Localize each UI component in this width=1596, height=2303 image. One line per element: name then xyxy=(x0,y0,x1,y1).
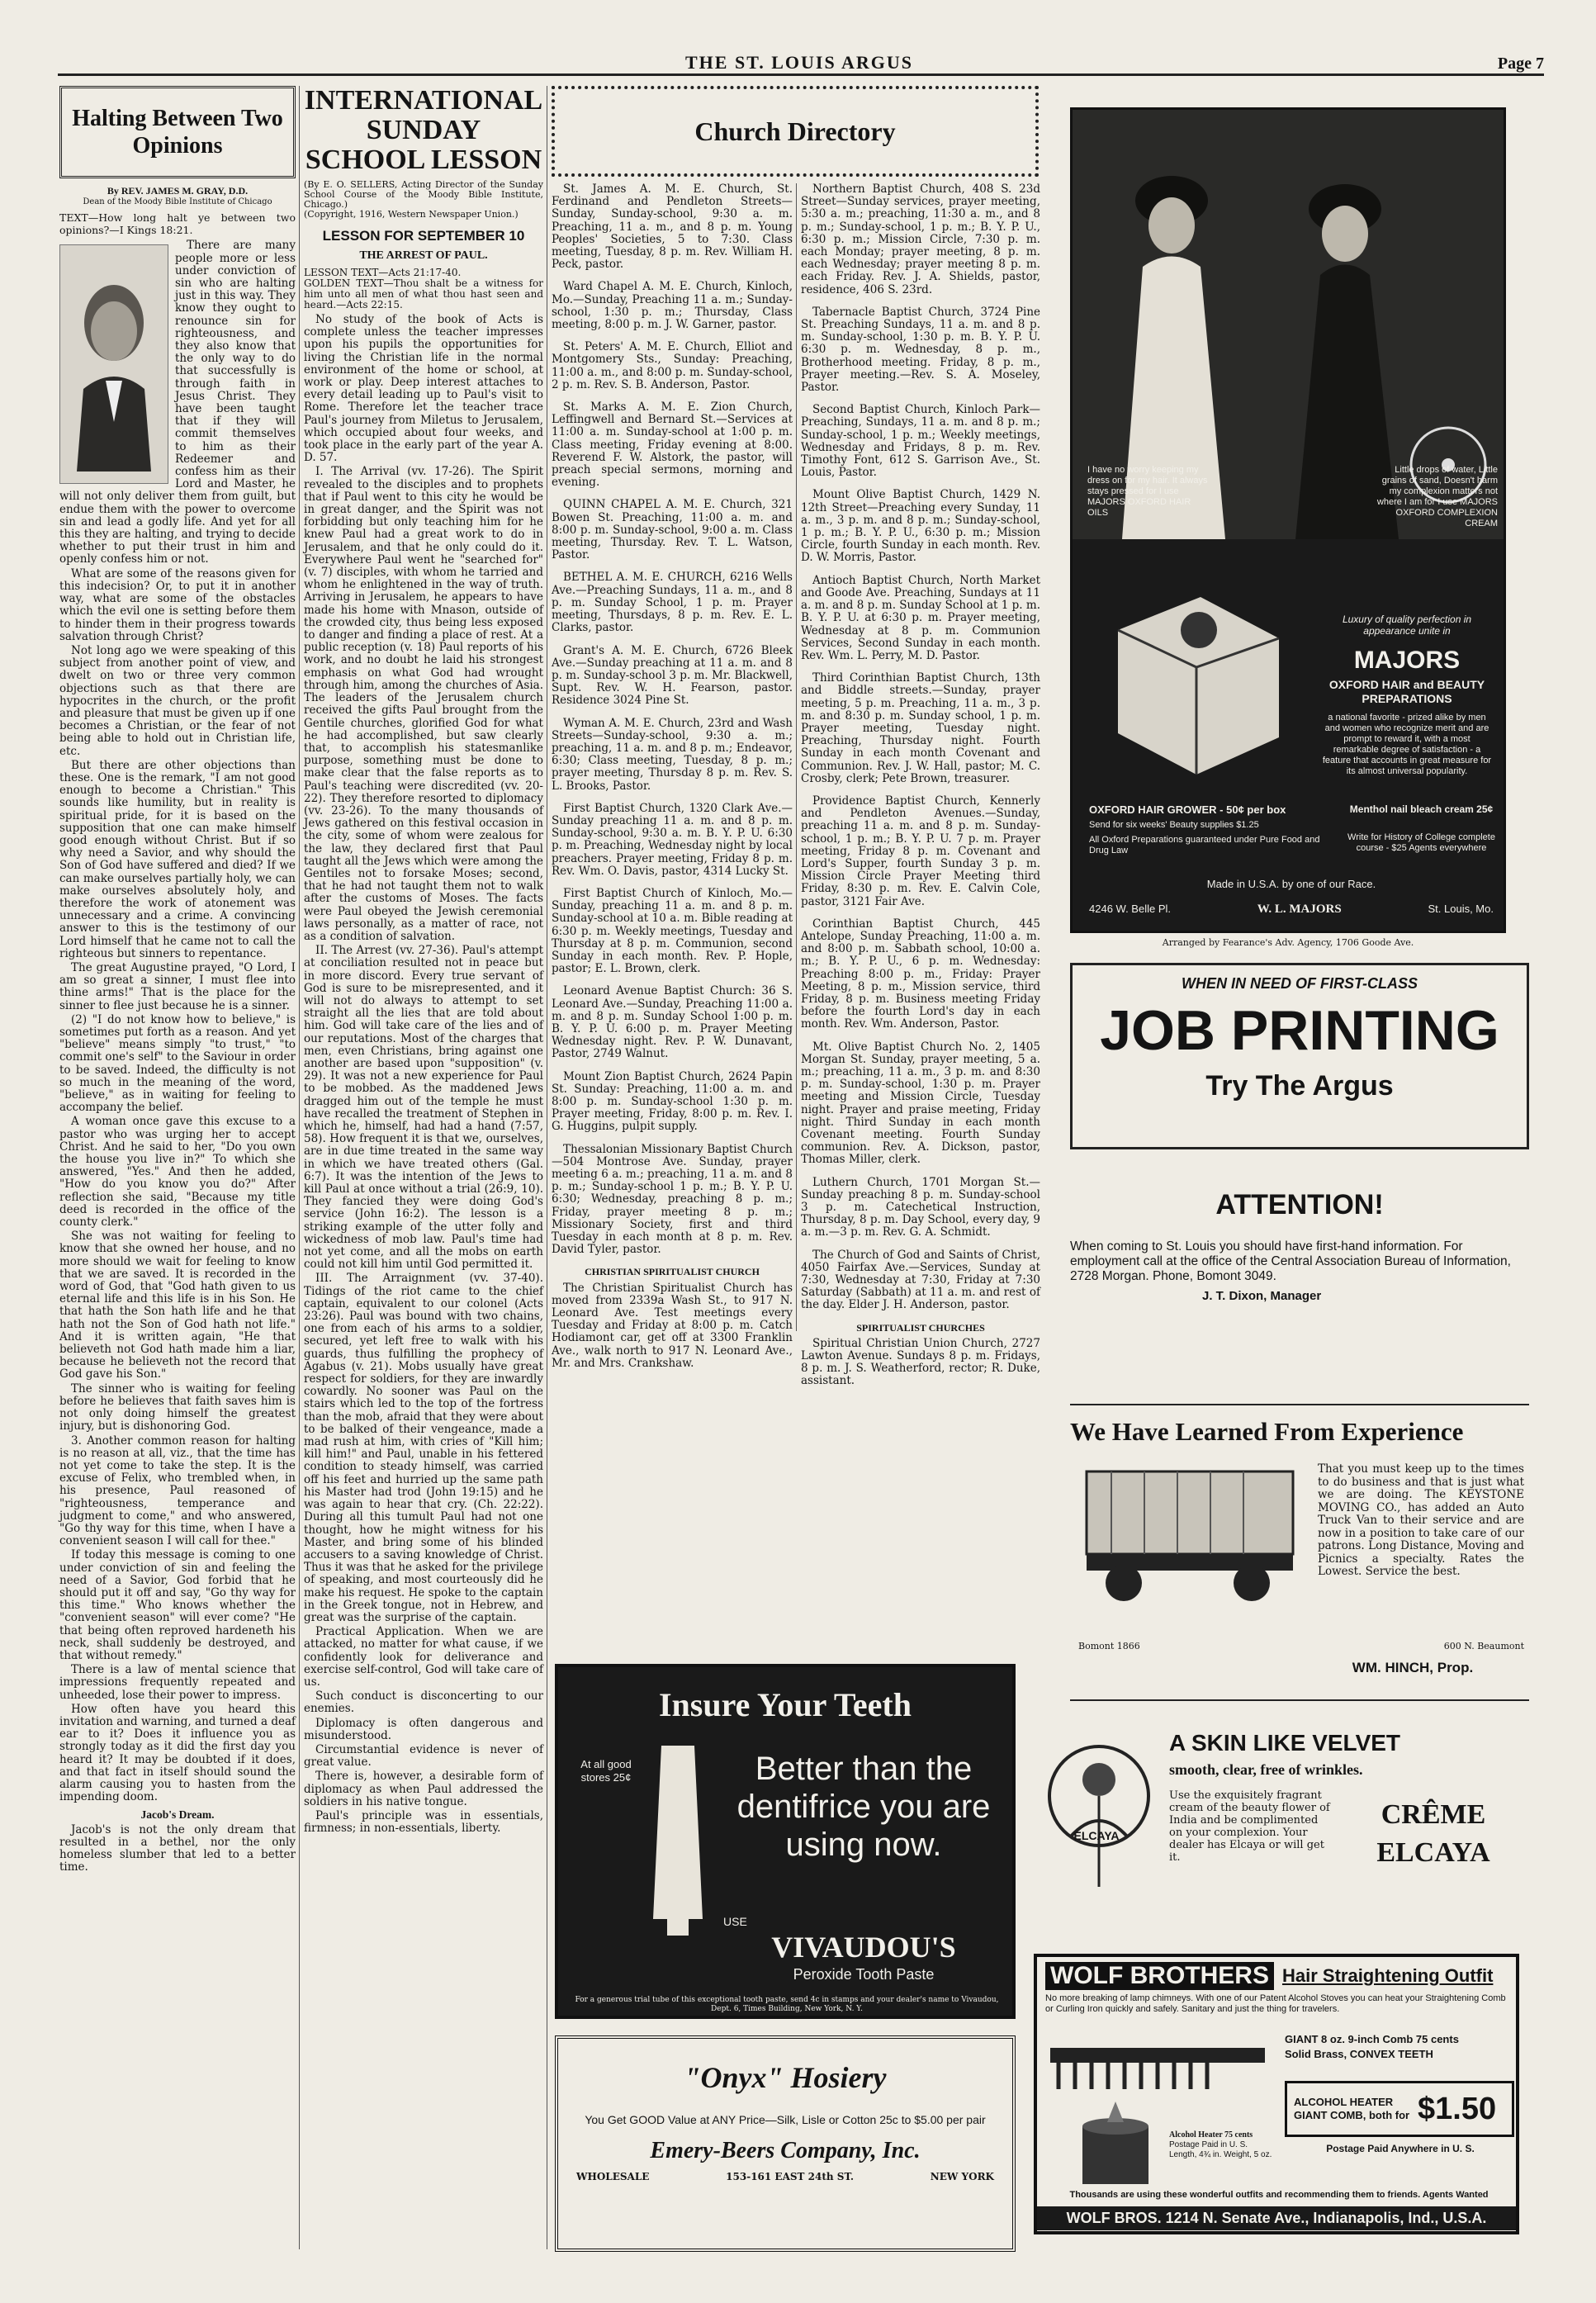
column-divider xyxy=(299,86,300,2249)
masthead: THE ST. LOUIS ARGUS xyxy=(685,52,914,73)
wolf-ad xyxy=(1034,1954,1519,2234)
sermon-para: Not long ago we were speaking of this subject from another point of view, and dwelt on two or three very common objections such as that there are hypocrites in the church, or the profit and pleasure that must be given up if one becomes a Christian, or the fear of not being able to hold out in Christian life, etc. xyxy=(59,643,296,758)
experience-phone: Bomont 1866 xyxy=(1078,1641,1140,1651)
column-divider xyxy=(796,183,797,1331)
lesson-subheading: THE ARREST OF PAUL. xyxy=(359,249,488,262)
lesson-para: Diplomacy is often dangerous and misunderstood. xyxy=(304,1716,543,1742)
church-listing: St. Peters' A. M. E. Church, Elliot and Montgomery Sts., Sunday: Preaching, 11:00 a. m., and 8:00 p. m. Sunday-school, 2 p. m. Rev. S. B. Anderson, Pastor. xyxy=(552,340,793,391)
wolf-alc-size: Length, 4¾ in. Weight, 5 oz. xyxy=(1169,2150,1272,2159)
sermon-para: But there are other objections than these. One is the remark, "I am not good enough to become a Christian." This sounds like humility, but in reality is spiritual pride, for it is based on the supposition that one can make himself good enough without Christ. But if so why need a Savior, and why should the Son of God have suffered and died? If we can make ourselves partially holy, we can make ourselves absolutely holy, and therefore the work of atonement was unnecessary and a crime. A convincing answer to this is the testimony of our Lord himself that he came not to call the righteous but sinners to repentance. xyxy=(59,758,296,960)
wolf-price-label xyxy=(1287,2096,1418,2122)
majors-ad xyxy=(1070,107,1506,933)
product-box-icon xyxy=(1101,572,1291,779)
church-listing: Mount Olive Baptist Church, 1429 N. 12th Street—Preaching every Sunday, 11 a. m., 3 p. m. and 8 p. m.; Sunday-school, 1 p. m.; B. Y. P. U., 6:30 p. m.; Mission Circle, fourth Sunday in each month. Rev. D. W. Morris, Pastor. xyxy=(801,488,1040,565)
toothpaste-tube-icon xyxy=(649,1746,707,1936)
church-listing: BETHEL A. M. E. CHURCH, 6216 Wells Ave.—Preaching Sundays, 11 a. m., and 8 p. m. Sunday School, 1 p. m. Prayer meeting, Thursdays, 8 p. m. Rev. E. L. Clarks, pastor. xyxy=(552,571,793,635)
velvet-body: Use the exquisitely fragrant cream of the beauty flower of India and be complimented on your complexion. Your dealer has Elcaya or will get it. xyxy=(1169,1789,1330,1864)
job-need: WHEN IN NEED OF FIRST-CLASS xyxy=(1181,975,1418,992)
church-listing: Mt. Olive Baptist Church No. 2, 1405 Morgan St. Sunday, prayer meeting, 5 a. m.; preaching, 11 a. m., 3 p. m. and 8:30 p. m. Sunday-school, 1:30 p. m. Prayer meeting and Mission Circle, Tuesday night. Prayer and praise meeting, Friday night. Third Sunday in each month Covenant meeting. Fourth Sunday communion. Rev. A. Dickson, pastor, Thomas Miller, clerk. xyxy=(801,1040,1040,1167)
sermon-para: If today this message is coming to one under conviction of sin and feeling the need of a Savior, God forbid that he should put it off and say, "Go thy way for this time." Who knows whether the "convenient season" will ever come? "He that being often reproved hardeneth his neck, shall suddenly be destroyed, and that without remedy." xyxy=(59,1548,296,1662)
onyx-city: NEW YORK xyxy=(930,2171,994,2182)
wolf-line1: No more breaking of lamp chimneys. With one of our Patent Alcohol Stoves you can heat your Straightening Comb or Curling Iron quickly and safely. Sanitary and just the thing for travelers. xyxy=(1045,1993,1506,2014)
comb-icon xyxy=(1050,2031,1265,2097)
sermon-para: (2) "I do not know how to believe," is sometimes put forth as a reason. And yet "believe" means simply "to trust," "to commit one's self" to the Saviour in order to be saved. Indeed, the difficulty is not so much in the meaning of the word, "believe," as in waiting for feeling to accompany the belief. xyxy=(59,1012,296,1115)
church-listing: The Christian Spiritualist Church has moved from 2339a Wash St., to 917 N. Leonard Ave. Test meetings every Tuesday and Friday at 8:00 p. m. Catch Hodiamont car, get off at 3300 Franklin Ave., walk north to 917 N. Leonard Ave., Mr. and Mrs. Crankshaw. xyxy=(552,1281,793,1370)
sermon-column xyxy=(59,86,296,2249)
experience-ad xyxy=(1070,1404,1529,1701)
onyx-wholesale: WHOLESALE xyxy=(576,2171,650,2182)
sermon-text: TEXT—How long halt ye between two opinions?—I Kings 18:21. xyxy=(59,211,296,237)
sermon-para: The sinner who is waiting for feeling before he believes that faith saves him is not only doing himself the greatest injury, but is dishonoring God. xyxy=(59,1381,296,1433)
majors-description: a national favorite - prized alike by men and women who recognize merit and are prompt to reward it, with a most remarkable degree of satisfaction - a feature that accounts in great measure for its almost universal popularity. xyxy=(1322,713,1492,776)
majors-right-caption: Little drops of water, Little grains of sand, Doesn't harm my complexion matters not where I am for I use MAJORS OXFORD COMPLEXION CREAM xyxy=(1376,465,1498,528)
wolf-heater: ALCOHOL HEATER xyxy=(1294,2096,1394,2108)
teeth-ad xyxy=(555,1664,1016,2019)
sermon-para: She was not waiting for feeling to know that she owned her house, and no more should we wait for feeling to know that we are saved. It is recorded in the word of God, that "God hath given to us eternal life and this life is in his Son. He that hath the Son hath life and he that hath not the Son of God hath not life." And it is written again, "He that believeth not God hath made him a liar, because he believeth not the record that God gave his Son." xyxy=(59,1230,296,1381)
sermon-para: There is a law of mental science that impressions frequently repeated and unheeded, lose their power to impress. xyxy=(59,1663,296,1702)
directory-col-2 xyxy=(801,182,1040,1388)
church-listing: Corinthian Baptist Church, 445 Antelope, Sunday Preaching, 11:00 a. m. and 8:00 p. m. Sabbath school, 10:00 a. m.; B. Y. P. U., 6 p. m. Wednesday: Preaching 8:00 p. m., Friday: Prayer Meeting, 8 p. m., Mission service, third Friday, 8 p. m. Business meeting Friday before the fourth Lord's day in each month. Rev. Wm. Anderson, Pastor. xyxy=(801,917,1040,1031)
page-header xyxy=(58,51,1544,76)
lesson-body xyxy=(304,314,543,2147)
church-listing: Grant's A. M. E. Church, 6726 Bleek Ave.—Sunday preaching at 11 a. m. and 8 p. m. Sunday-school 3 p. m. Mr. Blackwell, Supt. Rev. W. H. Fearson, pastor. Residence 3024 Pine St. xyxy=(552,643,793,708)
page-number: Page 7 xyxy=(1497,54,1544,73)
directory-subhead: SPIRITUALIST CHURCHES xyxy=(856,1321,985,1334)
lesson-para: III. The Arraignment (vv. 37-40). Tidings of the riot came to the chief captain, equivalent to our colonel (Acts 23:26). Paul was bound with two chains, one from each of his arms to a soldier, secured, yet left free to walk with his guards, thus fulfilling the prophecy of Agabus (v. 21). Mobs usually have great respect for soldiers, for they are inwardly cowardly. No sooner was Paul on the stairs which led to the top of the fortress than the mob, afraid that they were about to be balked of their vengeance, made a mad rush at him, with cries of "Kill him; kill him!" and Paul, unable in his fettered condition to steady himself, was carried off his feet and hurried up the same path his Master had trod (John 19:15) and he was again to hear that cry. (Ch. 22:22). During all this tumult Paul had not one thought, how he might witness for his Master, and bring some of his blinded accusers to a saving knowledge of Christ. Thus it was that he asked for the privilege of speaking, and most courteously did he make his request. He spoke to the captain in the Greek tongue, not in Hebrew, and great was the surprise of the captain. xyxy=(304,1272,543,1624)
portrait-figure-icon xyxy=(69,257,159,471)
church-listing: Thessalonian Missionary Baptist Church—504 Montrose Ave. Sunday, prayer meeting 6 a. m.; preaching, 11 a. m. and 8 p. m.; Sunday-school 1 p. m.; B. Y. P. U. 6:30; Wednesday, preaching 8 p. m.; Friday, prayer meeting 8 p. m.; Missionary Society, first and third Tuesday in each month at 8 p. m. Rev. David Tyler, pastor. xyxy=(552,1142,793,1257)
church-listing: Second Baptist Church, Kinloch Park—Preaching, Sundays, 11 a. m. and 8 p. m.; Sunday-school, 1 p. m.; Weekly meetings, Wednesday and Fridays, 8 p. m. Rev. Timothy Font, 612 S. Garrison Ave., St. Louis, Pastor. xyxy=(801,403,1040,480)
teeth-head: Insure Your Teeth xyxy=(658,1686,912,1723)
velvet-brand2: ELCAYA xyxy=(1376,1837,1490,1868)
onyx-brand: "Onyx" Hosiery xyxy=(684,2061,887,2094)
wolf-comb: GIANT 8 oz. 9-inch Comb 75 cents xyxy=(1285,2033,1459,2045)
directory-col-1 xyxy=(552,182,793,1370)
majors-menthol: Menthol nail bleach cream 25¢ xyxy=(1349,803,1494,815)
teeth-sub: Peroxide Tooth Paste xyxy=(793,1966,935,1983)
experience-prop: WM. HINCH, Prop. xyxy=(1352,1660,1474,1675)
job-big: JOB PRINTING xyxy=(1100,999,1499,1062)
lesson-para: No study of the book of Acts is complete unless the teacher impresses upon his pupils the opportunities for living the Christian life in the normal environment of the home or school, at work or play. Deep interest attaches to every detail leading up to Paul's visit to Rome. Therefore let the teacher trace Paul's journey from Miletus to Jerusalem, which occupied about four weeks, and took place in the early part of the year A. D. 57. xyxy=(304,313,543,465)
church-listing: Leonard Avenue Baptist Church: 36 S. Leonard Ave.—Sunday, Preaching 11:00 a. m. and 8 p. m. Sunday School 1:00 p. m. B. Y. P. U. 6:00 p. m. Prayer Meeting Wednesday night. Rev. P. W. Dunavant, Pastor, 2749 Walnut. xyxy=(552,984,793,1061)
lesson-para: Paul's principle was in essentials, firmness; in non-essentials, liberty. xyxy=(304,1808,543,1836)
directory-title: Church Directory xyxy=(694,116,896,146)
attention-sign: J. T. Dixon, Manager xyxy=(1202,1289,1322,1303)
lesson-para: Such conduct is disconcerting to our enemies. xyxy=(304,1689,543,1716)
lesson-column xyxy=(304,86,543,2249)
church-listing: Ward Chapel A. M. E. Church, Kinloch, Mo.—Sunday, Preaching 11 a. m.; Sunday-school, 1:30 p. m.; Thursday, Class meeting, 8:00 p. m. J. W. Garner, pastor. xyxy=(552,280,793,332)
majors-grower: OXFORD HAIR GROWER - 50¢ per box xyxy=(1089,803,1286,816)
wolf-alc-postage: Postage Paid in U. S. xyxy=(1169,2140,1248,2149)
sermon-para: How often have you heard this invitation and warning, and turned a deaf ear to it? Does it influence you as strongly today as it did the first day you heard it? It may be doubted if it does, and that fact in itself should sound the alarm causing you to hasten from the impending doom. xyxy=(59,1702,296,1804)
onyx-address: 153-161 EAST 24th ST. xyxy=(726,2171,855,2182)
sermon-title: Halting Between Two Opinions xyxy=(72,106,283,159)
wolf-postage: Postage Paid Anywhere in U. S. xyxy=(1326,2143,1475,2154)
sermon-byline: By REV. JAMES M. GRAY, D.D. xyxy=(107,185,249,197)
experience-body: That you must keep up to the times to do business and that is just what we are doing. The KEYSTONE MOVING CO., has added an Auto Truck Van to their service and are now in a position to take care of our patrons. Long Distance, Moving and Picnics a specialty. Rates the Lowest. Service the best. xyxy=(1318,1462,1524,1578)
majors-brand: MAJORS xyxy=(1353,647,1461,674)
majors-left-caption: I have no worry keeping my dress on for my hair. It always stays pressed for I use MAJORS OXFORD HAIR OILS xyxy=(1087,465,1208,518)
church-listing: The Church of God and Saints of Christ, 4050 Fairfax Ave.—Services, Sunday at 7:30, Wednesday at 7:30, Friday at 7:30 Saturday (Sabbath) at 11 a. m. and rest of the day. Elder J. H. Anderson, pastor. xyxy=(801,1248,1040,1312)
elcaya-ad xyxy=(1037,1730,1531,1969)
golden-text: GOLDEN TEXT—Thou shalt be a witness for him unto all men of what thou hast seen and heard.—Acts 22:15. xyxy=(304,277,543,310)
wolf-head2: Hair Straightening Outfit xyxy=(1281,1965,1494,1986)
church-listing: Providence Baptist Church, Kennerly and Pendleton Avenues.—Sunday, preaching 11 a. m. and 8 p. m. Sunday-school, 1 p. m.; B. Y. P. U. 7 p. m. Prayer meeting, Friday 8 p. m. Covenant and Lord's Supper, fourth Sunday 3 p. m. Mission Circle Prayer Meeting third Friday, 8:30 p. m. Rev. E. Calvin Cole, pastor, 3121 Fair Ave. xyxy=(801,794,1040,908)
author-portrait xyxy=(59,244,168,484)
church-listing: Antioch Baptist Church, North Market and Goode Ave. Preaching, Sundays at 11 a. m. and 8 p. m. Sunday School at 1 p. m. B. Y. P. U. at 6:30 p. m. Prayer meeting, Wednesday at 8 p. m. Communion Services, Second Sunday in each month. Rev. Wm. L. Perry, M. D. Pastor. xyxy=(801,573,1040,662)
teeth-use: USE xyxy=(723,1915,747,1928)
elcaya-logo-text: ELCAYA xyxy=(1073,1829,1120,1842)
teeth-brand: VIVAUDOU'S xyxy=(771,1931,956,1964)
church-listing: Spiritual Christian Union Church, 2727 Lawton Avenue. Sundays 8 p. m. Fridays, 8 p. m. J. S. Weatherford, rector; R. Duke, assistant. xyxy=(801,1336,1040,1388)
onyx-company: Emery-Beers Company, Inc. xyxy=(650,2138,921,2163)
velvet-head: A SKIN LIKE VELVET xyxy=(1169,1730,1401,1756)
church-listing: Luthern Church, 1701 Morgan St.—Sunday preaching 8 p. m. Sunday-school 3 p. m. Catechetical Instruction, Thursday, 8 p. m. Day School, every day, 9 a. m.—3 p. m. Rev. G. A. Schmidt. xyxy=(801,1175,1040,1239)
lesson-para: II. The Arrest (vv. 27-36). Paul's attempt at conciliation resulted not in peace but in more discord. Every true servant of God is sure to be misrepresented, and it will not do always to attempt to set straight all the lies that are told about him. God will take care of the lies and of our reputations. Most of the charges that men, even Christians, bring against one another are based upon "supposition" (v. 29). It was not a new experience for Paul to be mobbed. As the maddened Jews dragged him out of the temple he must have recalled the treatment of Stephen in which he, himself, had had a hand (7:57, 58). How frequent it is that we, ourselves, are in due time treated in the same way in which we have treated others (Gal. 6:7). It was the intention of the Jews to kill Paul at once without a trial (26:9, 10). They fancied they were doing God's service (John 16:2). The lesson is a striking example of the utter folly and wickedness of mob law. Paul's time had not yet come, and all the mobs on earth could not kill him until God permitted it. xyxy=(304,944,543,1272)
sermon-closing: Jacob's is not the only dream that resulted in a bethel, nor the only homeless slumber that led to a better time. xyxy=(59,1822,296,1874)
church-listing: Tabernacle Baptist Church, 3724 Pine St. Preaching Sundays, 11 a. m. and 8 p. m. Sunday-school, 1:30 p. m. B. Y. P. U. 6:30 p. m. Wednesday, 8 p. m., Brotherhood meeting. Friday, 8 p. m., Prayer meeting.—Rev. S. A. Moseley, Pastor. xyxy=(801,305,1040,395)
sermon-para: The great Augustine prayed, "O Lord, I am so great a sinner, I must flee into thine arms!" That is the place for the sinner to flee just because he is a sinner. xyxy=(59,960,296,1012)
wolf-price-box xyxy=(1285,2081,1514,2137)
sermon-para: 3. Another common reason for halting is no reason at all, viz., that the time has not yet come to take the step. It is the excuse of Felix, who trembled when, in his presence, Paul reasoned of "righteousness, temperance and judgment to come," and who answered, "Go thy way for this time, when I have a convenient season I will call for thee." xyxy=(59,1433,296,1548)
experience-head: We Have Learned From Experience xyxy=(1070,1417,1464,1446)
sermon-byline-sub: Dean of the Moody Bible Institute of Chicago xyxy=(83,197,272,206)
wolf-giant: GIANT COMB, both for xyxy=(1294,2109,1410,2121)
velvet-brand1: CRÊME xyxy=(1381,1799,1486,1830)
majors-made: Made in U.S.A. by one of our Race. xyxy=(1206,878,1376,890)
church-listing: St. James A. M. E. Church, St. Ferdinand and Pendleton Streets—Sunday, Sunday-school, 9:30 a. m. Preaching, 11 a. m., and 8 p. m. Young Peoples' Societies, 5 to 7:30. Class meeting, Tuesday, 8 p. m. Rev. William H. Peck, pastor. xyxy=(552,182,793,272)
majors-brand-sub: OXFORD HAIR and BEAUTY PREPARATIONS xyxy=(1328,678,1485,705)
lesson-para: Circumstantial evidence is never of great value. xyxy=(304,1742,543,1770)
church-listing: First Baptist Church of Kinloch, Mo.—Sunday, preaching 11 a. m. and 8 p. m. Sunday-school at 10 a. m. Bible reading at 6:30 p. m. Weekly meetings, Tuesday and Thursday at 8 p. m. Communion, second Sunday in each month. Rev. P. Hople, pastor; E. L. Brown, clerk. xyxy=(552,886,793,976)
lesson-para: I. The Arrival (vv. 17-26). The Spirit revealed to the disciples and to prophets that if Paul went to this city he would be in great danger, and the Spirit was not forbidding but only teaching him for he knew Paul had a great work to do in Jerusalem, and that he only could do it. Everywhere Paul went he "searched for" (v. 7) disciples, with whom he tarried and whom he enlightened in the way of truth. Arriving in Jerusalem, he appears to have made his home with Mnason, outside of the crowded city, thus being less exposed to danger and finding a place of rest. At a public reception (v. 18) Paul reports of his work, and no doubt he laid his strongest emphasis on what God had wrought through him, among the churches of Asia. The leaders of the Jerusalem church received the gifts Paul brought from the Gentile churches, glorified God for what he had accomplished, but saw clearly that, to accomplish his statesmanlike purpose, something must be done to make clear that the false reports as to Paul's teaching were discredited (vv. 20-22). They therefore resorted to diplomacy (vv. 23-26). To the many thousands of Jews gathered on this festival occasion in the city, some of whom were zealous for the law, they declared first that Paul taught all the Jews which were among the Gentiles not to forsake Moses; second, that he had not taught them not to walk after the customs of Moses. The facts were Paul obeyed the Jewish ceremonial laws personally, as a matter of race, not as a condition of salvation. xyxy=(304,465,543,943)
majors-guarantee: All Oxford Preparations guaranteed under Pure Food and Drug Law xyxy=(1089,835,1320,855)
wolf-comb2: Solid Brass, CONVEX TEETH xyxy=(1285,2048,1433,2060)
attention-body: When coming to St. Louis you should have first-hand information. For employment call at the office of the Central Association Bureau of Information, 2728 Morgan. Phone, Bomont 3049. xyxy=(1070,1239,1511,1283)
wolf-header xyxy=(1037,1957,1516,1990)
onyx-footer xyxy=(558,2164,1012,2182)
onyx-ad xyxy=(555,2035,1016,2252)
wolf-head: WOLF BROTHERS xyxy=(1045,1962,1274,1990)
sermon-title-box xyxy=(59,86,296,178)
church-listing: First Baptist Church, 1320 Clark Ave.—Sunday preaching 11 a. m. and 8 p. m. Sunday-school, 9:30 a. m. B. Y. P. U. 6:30 p. m. Preaching, Wednesday night by local preachers. Prayer meeting, Friday 8 p. m. Rev. Wm. O. Davis, pastor, 4314 Lucky St. xyxy=(552,801,793,878)
church-listing: Northern Baptist Church, 408 S. 23d Street—Sunday services, prayer meeting, 5:30 a. m.; preaching, 11:30 a. m., and 8 p. m.; Sunday-school, 1 p. m.; B. Y. P. U., 6:30 p. m.; Mission Circle, 7:30 p. m. each Monday; prayer meeting, 8 p. m. each Wednesday; prayer meeting 8 p. m. each Friday. Rev. J. A. Shields, pastor, residence, 406 S. 23rd. xyxy=(801,182,1040,296)
majors-history: Write for History of College complete course - $25 Agents everywhere xyxy=(1347,832,1495,853)
lesson-copyright: (Copyright, 1916, Western Newspaper Union.) xyxy=(304,209,519,220)
job-printing-ad xyxy=(1070,963,1529,1149)
lesson-text: LESSON TEXT—Acts 21:17-40. xyxy=(304,267,462,278)
sermon-para: There are many people more or less under conviction of sin who are halting just in this way. They know they ought to renounce sin for righteousness, and they also know that the only way to do that successfully is through faith in Jesus Christ. They have been taught that if they will commit themselves to him as their Redeemer and confess him as their Lord and Master, he will not only deliver them from guilt, but endue them with the power to overcome sin and lead a godly life. And yet for all this they are halting, and trying to decide whether to put their trust in him and openly confess him or not. xyxy=(59,239,296,566)
lesson-para: Practical Application. When we are attacked, no matter for what cause, if we confidently look for deliverance and exercise self-control, God will take care of us. xyxy=(304,1625,543,1689)
majors-maker: W. L. MAJORS xyxy=(1257,903,1342,916)
majors-arranged: Arranged by Fearance's Adv. Agency, 1706 Goode Ave. xyxy=(1162,937,1414,948)
attention-ad xyxy=(1070,1156,1529,1362)
majors-address: 4246 W. Belle Pl. xyxy=(1089,903,1171,915)
majors-city: St. Louis, Mo. xyxy=(1428,903,1494,915)
majors-luxury: Luxury of quality perfection in appearance unite in xyxy=(1342,614,1472,637)
onyx-line: You Get GOOD Value at ANY Price—Silk, Lisle or Cotton 25c to $5.00 per pair xyxy=(585,2113,986,2126)
teeth-fine: For a generous trial tube of this exceptional tooth paste, send 4c in stamps and your dealer's name to Vivaudou, Dept. 6, Times Building, New York, N. Y. xyxy=(575,1996,999,2013)
sermon-subhead: Jacob's Dream. xyxy=(140,1808,215,1822)
church-listing: Third Corinthian Baptist Church, 13th and Biddle streets.—Sunday, prayer meeting, 5 p. m. Preaching, 11 a. m., 3 p. m. and 8:30 p. m. Sunday school, 1 p. m. Prayer meeting, Tuesday night. Preaching, Thursday night. Fourth Sunday in each month Covenant and Communion. Rev. J. W. Hall, pastor; M. C. Crosby, clerk; Pete Brown, treasurer. xyxy=(801,671,1040,785)
lesson-para: There is, however, a desirable form of diplomacy as when Paul addressed the soldiers in his native tongue. xyxy=(304,1770,543,1808)
directory-subhead: CHRISTIAN SPIRITUALIST CHURCH xyxy=(585,1266,760,1278)
teeth-body: Better than the dentifrice you are using now. xyxy=(736,1751,991,1863)
wolf-address: WOLF BROS. 1214 N. Senate Ave., Indianapolis, Ind., U.S.A. xyxy=(1037,2206,1516,2230)
teeth-side: At all good stores 25¢ xyxy=(580,1758,632,1784)
sermon-body xyxy=(59,239,296,2163)
church-listing: St. Marks A. M. E. Zion Church, Leffingwell and Bernard St.—Services at 11:00 a. m. Sunday-school at 1:00 p. m. Class meeting, Friday evening at 8:00. Reverend F. W. Alstork, the pastor, will preach special sermons, morning and evening. xyxy=(552,400,793,490)
lesson-title: INTERNATIONAL SUNDAY SCHOOL LESSON xyxy=(304,85,543,175)
flower-logo-icon xyxy=(1037,1730,1161,1895)
sermon-para: What are some of the reasons given for this indecision? Or, to put it in another way, what are some of the obstacles which the evil one is setting before them to hinder them in their progress towards salvation through Christ? xyxy=(59,566,296,643)
wolf-price: $1.50 xyxy=(1418,2091,1497,2126)
velvet-sub: smooth, clear, free of wrinkles. xyxy=(1169,1761,1363,1778)
experience-contact xyxy=(1078,1641,1524,1651)
majors-footer xyxy=(1089,903,1494,917)
lesson-byline: (By E. O. SELLERS, Acting Director of the Sunday School Course of the Moody Bible Institute, Chicago.) xyxy=(304,179,543,210)
experience-address: 600 N. Beaumont xyxy=(1443,1641,1524,1651)
attention-head: ATTENTION! xyxy=(1215,1189,1384,1220)
directory-header xyxy=(552,86,1039,177)
alcohol-stove-icon xyxy=(1070,2102,1161,2192)
job-try: Try The Argus xyxy=(1205,1070,1394,1102)
majors-grower-note: Send for six weeks' Beauty supplies $1.25 xyxy=(1089,820,1259,830)
moving-truck-icon xyxy=(1078,1463,1301,1604)
lesson-heading: LESSON FOR SEPTEMBER 10 xyxy=(322,228,525,244)
church-listing: QUINN CHAPEL A. M. E. Church, 321 Bowen St. Preaching, 11:00 a. m. and 8:00 p. m. Sunday-school, 9:00 a. m. Class meeting, Thursday. Rev. T. L. Watson, Pastor. xyxy=(552,498,793,562)
wolf-alc-price: Alcohol Heater 75 cents xyxy=(1169,2130,1253,2140)
sermon-para: A woman once gave this excuse to a pastor who was urging her to accept Christ. And he said to her, "Do you own the house you live in?" To which she answered, "Yes." And then he added, "How do you know you do?" After reflection she said, "Because my title deed is recorded in the office of the county clerk." xyxy=(59,1115,296,1230)
church-listing: Mount Zion Baptist Church, 2624 Papin St. Sunday: Preaching, 11:00 a. m. and 8:00 p. m. Sunday-school 1:30 p. m. Prayer meeting, Friday, 8:00 p. m. Rev. I. G. Huggins, pulpit supply. xyxy=(552,1069,793,1134)
wolf-agents: Thousands are using these wonderful outfits and recommending them to friends. Agents Wanted xyxy=(1069,2190,1489,2200)
church-listing: Wyman A. M. E. Church, 23rd and Wash Streets—Sunday-school, 9:30 a. m.; preaching, 11 a. m. and 8 p. m.; Endeavor, 6:30; Class meeting, Tuesday, 8 p. m.; prayer meeting, Thursday 8 p. m. Rev. S. L. Brooks, Pastor. xyxy=(552,716,793,793)
